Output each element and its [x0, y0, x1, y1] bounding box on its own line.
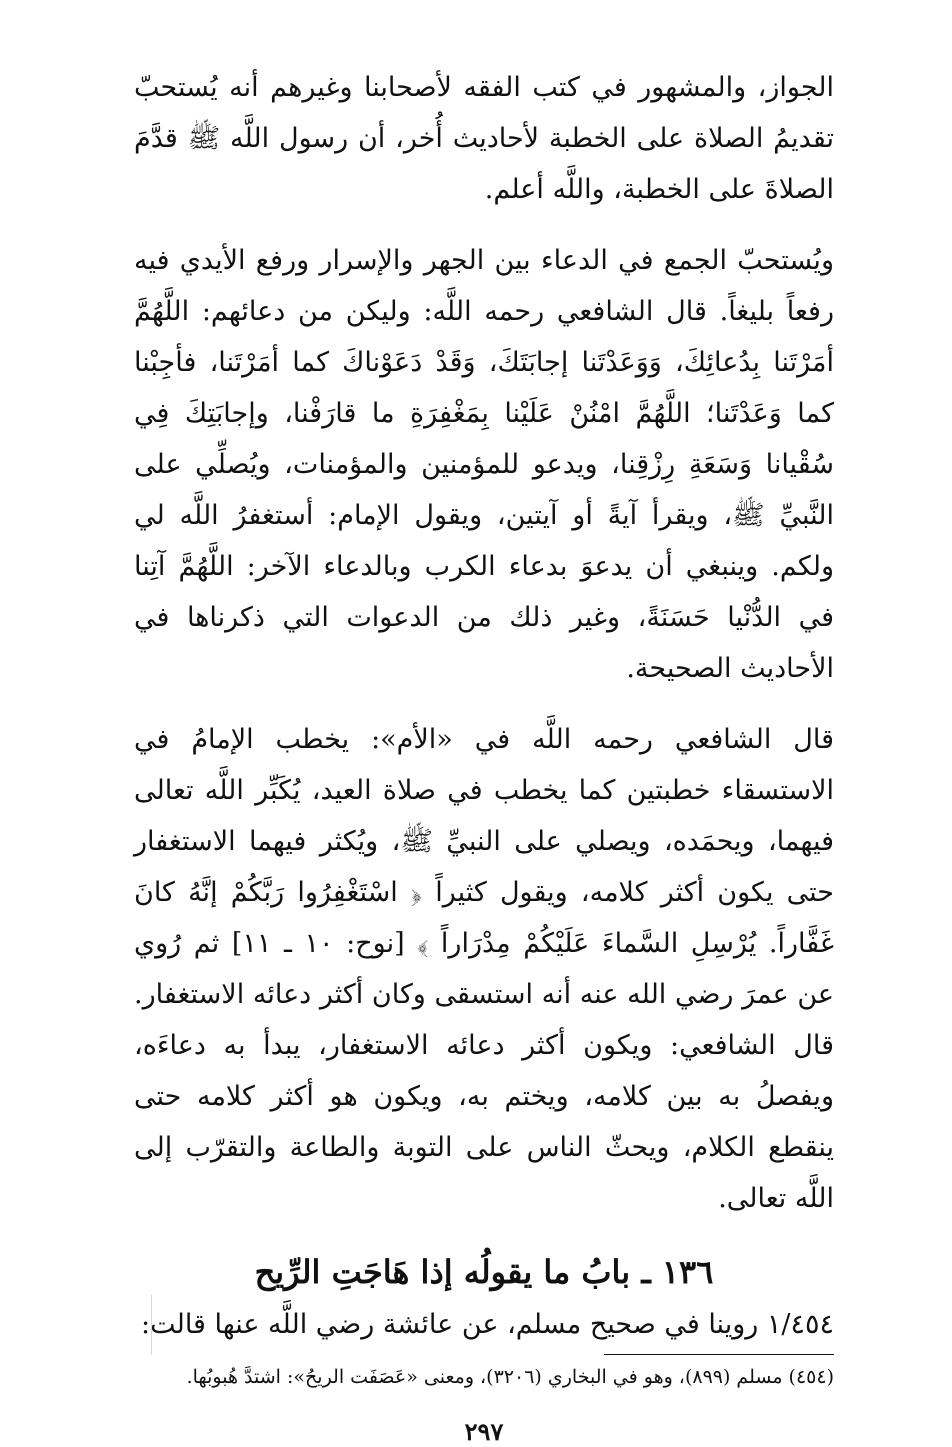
paragraph-eid-prayer-order: الجواز، والمشهور في كتب الفقه لأصحابنا وغيرهم أنه يُستحبّ تقديمُ الصلاة على الخطبة لأحاديث أُخر، أن رسول اللَّه ﷺ قدَّمَ الصلاةَ على الخطبة، واللَّه أعلم.: [134, 72, 834, 205]
paragraph-supplication-manner: ويُستحبّ الجمع في الدعاء بين الجهر والإسرار ورفع الأيدي فيه رفعاً بليغاً. قال الشافعي رحمه اللَّه: وليكن من دعائهم: اللَّهُمَّ أمَرْتَنا بِدُعائِكَ، وَوَعَدْتَنا إجابَتَكَ، وَقَدْ دَعَوْناكَ كما أمَرْتَنا، فأجِبْنا كما وَعَدْتَنا؛ اللَّهُمَّ امْنُنْ عَلَيْنا بِمَغْفِرَةِ ما قارَفْنا، وإجابَتِكَ فِي سُقْيانا وَسَعَةِ رِزْقِنا، ويدعو للمؤمنين والمؤمنات، ويُصلِّي على النَّبيِّ ﷺ، ويقرأ آيةً أو آيتين، ويقول الإمام: أستغفرُ اللَّه لي ولكم. وينبغي أن يدعوَ بدعاء الكرب وبالدعاء الآخر: اللَّهُمَّ آتِنا في الدُّنْيا حَسَنَةً، وغير ذلك من الدعوات التي ذكرناها في الأحاديث الصحيحة.: [134, 245, 834, 684]
footnote: (٤٥٤) مسلم (٨٩٩)، وهو في البخاري (٣٢٠٦)، ومعنى «عَصَفَت الريحُ»: اشتدَّ هُبوبُها.: [186, 1366, 834, 1388]
page-number: ٢٩٧: [464, 1417, 504, 1446]
scan-margin-line: [151, 1295, 152, 1355]
footnote-divider: [604, 1354, 834, 1355]
book-page: [134, 62, 834, 1447]
chapter-title: ١٣٦ ـ بابُ ما يقولُه إذا هَاجَتِ الرِّيح: [254, 1253, 714, 1291]
paragraph-shafii-khutbah: قال الشافعي رحمه اللَّه في «الأم»: يخطب الإمامُ في الاستسقاء خطبتين كما يخطب في صلاة العيد، يُكَبِّر اللَّه تعالى فيهما، ويحمَده، ويصلي على النبيِّ ﷺ، ويُكثر فيهما الاستغفار حتى يكون أكثر كلامه، ويقول كثيراً ﴿ اسْتَغْفِرُوا رَبَّكُمْ إنَّهُ كانَ غَفَّاراً. يُرْسِلِ السَّماءَ عَلَيْكُمْ مِدْرَاراً ﴾ [نوح: ١٠ ـ ١١] ثم رُوي عن عمرَ رضي الله عنه أنه استسقى وكان أكثر دعائه الاستغفار. قال الشافعي: ويكون أكثر دعائه الاستغفار، يبدأ به دعاءَه، ويفصلُ به بين كلامه، ويختم به، ويكون هو أكثر كلامه حتى ينقطع الكلام، ويحثّ الناس على التوبة والطاعة والتقرّب إلى اللَّه تعالى.: [134, 724, 834, 1214]
hadith-intro: ١/٤٥٤ روينا في صحيح مسلم، عن عائشة رضي اللَّه عنها قالت:: [140, 1309, 834, 1340]
